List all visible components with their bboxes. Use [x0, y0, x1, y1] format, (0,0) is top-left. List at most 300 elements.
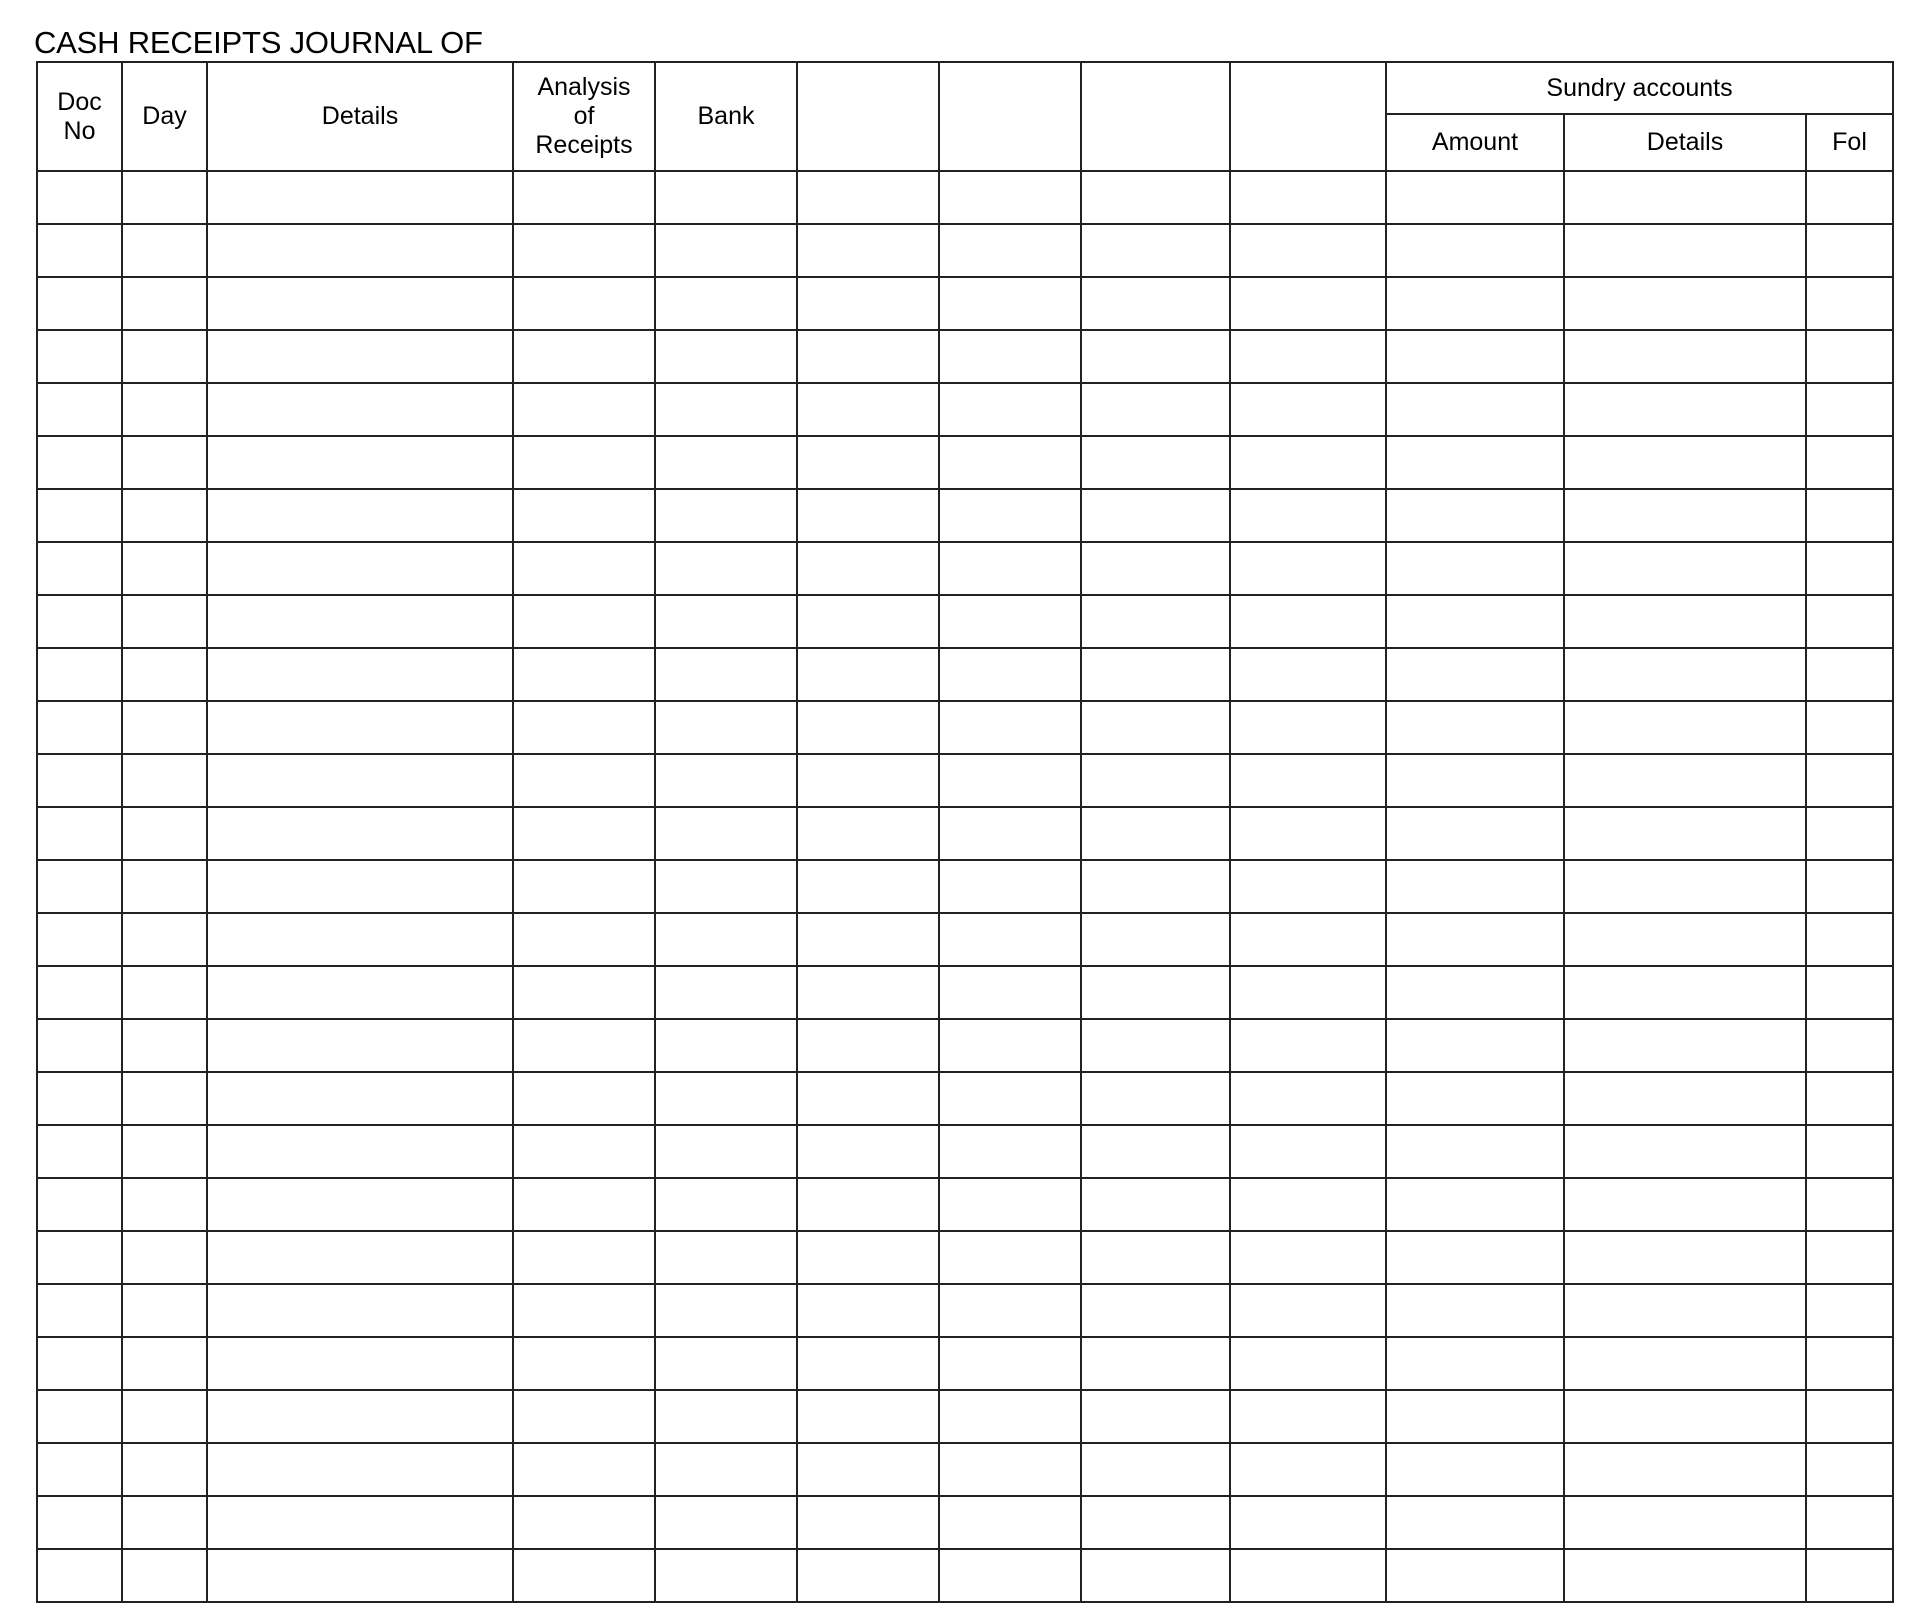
cell-sundry-fol[interactable] [1806, 171, 1893, 224]
cell-day[interactable] [122, 224, 207, 277]
cell-sundry-fol[interactable] [1806, 754, 1893, 807]
cell-blank-2[interactable] [939, 1549, 1081, 1602]
cell-blank-4[interactable] [1230, 1549, 1386, 1602]
cell-blank-4[interactable] [1230, 913, 1386, 966]
cell-details[interactable] [207, 1496, 513, 1549]
cell-sundry-fol[interactable] [1806, 701, 1893, 754]
cell-details[interactable] [207, 436, 513, 489]
cell-details[interactable] [207, 277, 513, 330]
cell-blank-3[interactable] [1081, 1178, 1230, 1231]
cell-sundry-fol[interactable] [1806, 383, 1893, 436]
cell-bank[interactable] [655, 171, 797, 224]
cell-doc-no[interactable] [37, 224, 122, 277]
cell-details[interactable] [207, 648, 513, 701]
cell-doc-no[interactable] [37, 171, 122, 224]
cell-analysis[interactable] [513, 1231, 655, 1284]
cell-details[interactable] [207, 1549, 513, 1602]
cell-sundry-amount[interactable] [1386, 1019, 1564, 1072]
cell-sundry-details[interactable] [1564, 1125, 1806, 1178]
cell-sundry-fol[interactable] [1806, 330, 1893, 383]
cell-blank-1[interactable] [797, 436, 939, 489]
cell-sundry-fol[interactable] [1806, 807, 1893, 860]
cell-blank-1[interactable] [797, 913, 939, 966]
cell-blank-2[interactable] [939, 171, 1081, 224]
cell-blank-2[interactable] [939, 1337, 1081, 1390]
cell-doc-no[interactable] [37, 1390, 122, 1443]
cell-bank[interactable] [655, 595, 797, 648]
cell-bank[interactable] [655, 1019, 797, 1072]
cell-blank-2[interactable] [939, 224, 1081, 277]
cell-sundry-amount[interactable] [1386, 171, 1564, 224]
cell-sundry-details[interactable] [1564, 224, 1806, 277]
cell-sundry-amount[interactable] [1386, 489, 1564, 542]
cell-analysis[interactable] [513, 1443, 655, 1496]
cell-day[interactable] [122, 436, 207, 489]
cell-day[interactable] [122, 171, 207, 224]
cell-blank-3[interactable] [1081, 1072, 1230, 1125]
cell-blank-4[interactable] [1230, 1496, 1386, 1549]
cell-blank-1[interactable] [797, 383, 939, 436]
cell-sundry-amount[interactable] [1386, 542, 1564, 595]
cell-blank-3[interactable] [1081, 913, 1230, 966]
cell-sundry-details[interactable] [1564, 1496, 1806, 1549]
cell-blank-3[interactable] [1081, 807, 1230, 860]
cell-blank-3[interactable] [1081, 1019, 1230, 1072]
cell-analysis[interactable] [513, 224, 655, 277]
cell-sundry-details[interactable] [1564, 171, 1806, 224]
cell-sundry-amount[interactable] [1386, 595, 1564, 648]
cell-details[interactable] [207, 171, 513, 224]
cell-details[interactable] [207, 807, 513, 860]
cell-blank-4[interactable] [1230, 1337, 1386, 1390]
cell-analysis[interactable] [513, 277, 655, 330]
cell-details[interactable] [207, 754, 513, 807]
cell-sundry-details[interactable] [1564, 1178, 1806, 1231]
cell-doc-no[interactable] [37, 542, 122, 595]
cell-day[interactable] [122, 1178, 207, 1231]
cell-blank-4[interactable] [1230, 489, 1386, 542]
cell-bank[interactable] [655, 1549, 797, 1602]
cell-blank-3[interactable] [1081, 1549, 1230, 1602]
cell-sundry-amount[interactable] [1386, 1072, 1564, 1125]
cell-bank[interactable] [655, 489, 797, 542]
cell-sundry-amount[interactable] [1386, 860, 1564, 913]
cell-day[interactable] [122, 595, 207, 648]
cell-doc-no[interactable] [37, 754, 122, 807]
cell-blank-2[interactable] [939, 1019, 1081, 1072]
cell-sundry-fol[interactable] [1806, 1337, 1893, 1390]
cell-blank-4[interactable] [1230, 754, 1386, 807]
cell-sundry-amount[interactable] [1386, 224, 1564, 277]
cell-blank-3[interactable] [1081, 224, 1230, 277]
cell-blank-2[interactable] [939, 1072, 1081, 1125]
cell-sundry-amount[interactable] [1386, 1231, 1564, 1284]
cell-sundry-fol[interactable] [1806, 542, 1893, 595]
cell-blank-2[interactable] [939, 701, 1081, 754]
cell-blank-3[interactable] [1081, 277, 1230, 330]
cell-sundry-details[interactable] [1564, 1390, 1806, 1443]
cell-bank[interactable] [655, 330, 797, 383]
cell-blank-2[interactable] [939, 754, 1081, 807]
cell-blank-4[interactable] [1230, 1390, 1386, 1443]
cell-blank-4[interactable] [1230, 1019, 1386, 1072]
cell-blank-1[interactable] [797, 754, 939, 807]
cell-blank-1[interactable] [797, 171, 939, 224]
cell-blank-4[interactable] [1230, 1072, 1386, 1125]
cell-sundry-fol[interactable] [1806, 1019, 1893, 1072]
cell-bank[interactable] [655, 224, 797, 277]
cell-sundry-fol[interactable] [1806, 1549, 1893, 1602]
cell-bank[interactable] [655, 383, 797, 436]
cell-blank-2[interactable] [939, 1125, 1081, 1178]
cell-sundry-details[interactable] [1564, 489, 1806, 542]
cell-blank-3[interactable] [1081, 860, 1230, 913]
cell-sundry-details[interactable] [1564, 1019, 1806, 1072]
cell-day[interactable] [122, 277, 207, 330]
cell-blank-2[interactable] [939, 966, 1081, 1019]
cell-day[interactable] [122, 1549, 207, 1602]
cell-analysis[interactable] [513, 860, 655, 913]
cell-blank-1[interactable] [797, 489, 939, 542]
cell-doc-no[interactable] [37, 1496, 122, 1549]
cell-sundry-amount[interactable] [1386, 1443, 1564, 1496]
cell-analysis[interactable] [513, 807, 655, 860]
cell-blank-2[interactable] [939, 1443, 1081, 1496]
cell-details[interactable] [207, 1390, 513, 1443]
cell-blank-2[interactable] [939, 807, 1081, 860]
cell-blank-3[interactable] [1081, 330, 1230, 383]
cell-blank-2[interactable] [939, 1496, 1081, 1549]
cell-day[interactable] [122, 1390, 207, 1443]
cell-sundry-details[interactable] [1564, 860, 1806, 913]
cell-analysis[interactable] [513, 1019, 655, 1072]
cell-blank-4[interactable] [1230, 807, 1386, 860]
cell-details[interactable] [207, 595, 513, 648]
cell-blank-3[interactable] [1081, 436, 1230, 489]
cell-analysis[interactable] [513, 595, 655, 648]
cell-bank[interactable] [655, 1390, 797, 1443]
cell-blank-4[interactable] [1230, 1231, 1386, 1284]
cell-day[interactable] [122, 913, 207, 966]
cell-day[interactable] [122, 1125, 207, 1178]
cell-doc-no[interactable] [37, 595, 122, 648]
cell-sundry-amount[interactable] [1386, 807, 1564, 860]
cell-day[interactable] [122, 966, 207, 1019]
cell-doc-no[interactable] [37, 277, 122, 330]
cell-sundry-fol[interactable] [1806, 1072, 1893, 1125]
cell-sundry-details[interactable] [1564, 807, 1806, 860]
cell-analysis[interactable] [513, 701, 655, 754]
cell-sundry-fol[interactable] [1806, 1390, 1893, 1443]
cell-blank-1[interactable] [797, 1284, 939, 1337]
cell-blank-1[interactable] [797, 277, 939, 330]
cell-day[interactable] [122, 860, 207, 913]
cell-day[interactable] [122, 1443, 207, 1496]
cell-bank[interactable] [655, 1337, 797, 1390]
cell-details[interactable] [207, 1231, 513, 1284]
cell-analysis[interactable] [513, 489, 655, 542]
cell-doc-no[interactable] [37, 1337, 122, 1390]
cell-blank-1[interactable] [797, 1390, 939, 1443]
cell-sundry-amount[interactable] [1386, 1284, 1564, 1337]
cell-analysis[interactable] [513, 1337, 655, 1390]
cell-blank-1[interactable] [797, 1496, 939, 1549]
cell-sundry-details[interactable] [1564, 1337, 1806, 1390]
cell-details[interactable] [207, 1072, 513, 1125]
cell-sundry-amount[interactable] [1386, 330, 1564, 383]
cell-details[interactable] [207, 1443, 513, 1496]
cell-doc-no[interactable] [37, 1072, 122, 1125]
cell-analysis[interactable] [513, 1125, 655, 1178]
cell-details[interactable] [207, 701, 513, 754]
cell-sundry-details[interactable] [1564, 1443, 1806, 1496]
cell-analysis[interactable] [513, 648, 655, 701]
cell-blank-4[interactable] [1230, 648, 1386, 701]
cell-blank-2[interactable] [939, 383, 1081, 436]
cell-blank-4[interactable] [1230, 1178, 1386, 1231]
cell-doc-no[interactable] [37, 383, 122, 436]
cell-details[interactable] [207, 330, 513, 383]
cell-sundry-details[interactable] [1564, 1072, 1806, 1125]
cell-blank-3[interactable] [1081, 1284, 1230, 1337]
cell-analysis[interactable] [513, 383, 655, 436]
cell-blank-4[interactable] [1230, 436, 1386, 489]
cell-blank-3[interactable] [1081, 1337, 1230, 1390]
cell-sundry-details[interactable] [1564, 436, 1806, 489]
cell-bank[interactable] [655, 966, 797, 1019]
cell-blank-4[interactable] [1230, 1284, 1386, 1337]
cell-blank-1[interactable] [797, 1019, 939, 1072]
cell-sundry-amount[interactable] [1386, 1337, 1564, 1390]
cell-day[interactable] [122, 648, 207, 701]
cell-analysis[interactable] [513, 1549, 655, 1602]
cell-analysis[interactable] [513, 754, 655, 807]
cell-blank-4[interactable] [1230, 595, 1386, 648]
cell-day[interactable] [122, 489, 207, 542]
cell-analysis[interactable] [513, 436, 655, 489]
cell-sundry-details[interactable] [1564, 754, 1806, 807]
cell-doc-no[interactable] [37, 701, 122, 754]
cell-blank-2[interactable] [939, 913, 1081, 966]
cell-analysis[interactable] [513, 1496, 655, 1549]
cell-blank-1[interactable] [797, 701, 939, 754]
cell-doc-no[interactable] [37, 1284, 122, 1337]
cell-analysis[interactable] [513, 1284, 655, 1337]
cell-sundry-amount[interactable] [1386, 648, 1564, 701]
cell-blank-2[interactable] [939, 436, 1081, 489]
cell-day[interactable] [122, 1072, 207, 1125]
cell-sundry-fol[interactable] [1806, 648, 1893, 701]
cell-blank-1[interactable] [797, 1072, 939, 1125]
cell-sundry-amount[interactable] [1386, 754, 1564, 807]
cell-day[interactable] [122, 330, 207, 383]
cell-sundry-fol[interactable] [1806, 1178, 1893, 1231]
cell-bank[interactable] [655, 1284, 797, 1337]
cell-bank[interactable] [655, 807, 797, 860]
cell-doc-no[interactable] [37, 489, 122, 542]
cell-details[interactable] [207, 1125, 513, 1178]
cell-blank-2[interactable] [939, 1178, 1081, 1231]
cell-blank-1[interactable] [797, 1443, 939, 1496]
cell-blank-1[interactable] [797, 860, 939, 913]
cell-blank-4[interactable] [1230, 383, 1386, 436]
cell-blank-3[interactable] [1081, 1443, 1230, 1496]
cell-bank[interactable] [655, 701, 797, 754]
cell-blank-3[interactable] [1081, 1390, 1230, 1443]
cell-bank[interactable] [655, 1125, 797, 1178]
cell-blank-3[interactable] [1081, 595, 1230, 648]
cell-details[interactable] [207, 383, 513, 436]
cell-day[interactable] [122, 701, 207, 754]
cell-sundry-amount[interactable] [1386, 1178, 1564, 1231]
cell-details[interactable] [207, 542, 513, 595]
cell-day[interactable] [122, 1337, 207, 1390]
cell-sundry-details[interactable] [1564, 277, 1806, 330]
cell-blank-1[interactable] [797, 1337, 939, 1390]
cell-blank-4[interactable] [1230, 1125, 1386, 1178]
cell-details[interactable] [207, 1337, 513, 1390]
cell-sundry-fol[interactable] [1806, 1496, 1893, 1549]
cell-sundry-details[interactable] [1564, 966, 1806, 1019]
cell-sundry-fol[interactable] [1806, 1443, 1893, 1496]
cell-blank-3[interactable] [1081, 171, 1230, 224]
cell-details[interactable] [207, 913, 513, 966]
cell-doc-no[interactable] [37, 1125, 122, 1178]
cell-blank-4[interactable] [1230, 860, 1386, 913]
cell-sundry-amount[interactable] [1386, 1549, 1564, 1602]
cell-sundry-details[interactable] [1564, 542, 1806, 595]
cell-sundry-details[interactable] [1564, 383, 1806, 436]
cell-bank[interactable] [655, 542, 797, 595]
cell-doc-no[interactable] [37, 1443, 122, 1496]
cell-blank-1[interactable] [797, 1231, 939, 1284]
cell-blank-4[interactable] [1230, 542, 1386, 595]
cell-blank-2[interactable] [939, 860, 1081, 913]
cell-blank-3[interactable] [1081, 754, 1230, 807]
cell-details[interactable] [207, 489, 513, 542]
cell-blank-1[interactable] [797, 330, 939, 383]
cell-sundry-details[interactable] [1564, 330, 1806, 383]
cell-sundry-fol[interactable] [1806, 1284, 1893, 1337]
cell-sundry-fol[interactable] [1806, 1231, 1893, 1284]
cell-sundry-details[interactable] [1564, 701, 1806, 754]
cell-blank-4[interactable] [1230, 277, 1386, 330]
cell-sundry-details[interactable] [1564, 648, 1806, 701]
cell-sundry-amount[interactable] [1386, 1496, 1564, 1549]
cell-bank[interactable] [655, 754, 797, 807]
cell-doc-no[interactable] [37, 913, 122, 966]
cell-sundry-fol[interactable] [1806, 913, 1893, 966]
cell-sundry-amount[interactable] [1386, 966, 1564, 1019]
cell-blank-2[interactable] [939, 1284, 1081, 1337]
cell-blank-1[interactable] [797, 542, 939, 595]
cell-blank-2[interactable] [939, 595, 1081, 648]
cell-sundry-amount[interactable] [1386, 436, 1564, 489]
cell-blank-4[interactable] [1230, 1443, 1386, 1496]
cell-details[interactable] [207, 224, 513, 277]
cell-doc-no[interactable] [37, 330, 122, 383]
cell-bank[interactable] [655, 913, 797, 966]
cell-blank-1[interactable] [797, 648, 939, 701]
cell-blank-2[interactable] [939, 542, 1081, 595]
cell-sundry-details[interactable] [1564, 595, 1806, 648]
cell-analysis[interactable] [513, 171, 655, 224]
cell-blank-1[interactable] [797, 1549, 939, 1602]
cell-blank-3[interactable] [1081, 542, 1230, 595]
cell-blank-1[interactable] [797, 1178, 939, 1231]
cell-blank-3[interactable] [1081, 966, 1230, 1019]
cell-doc-no[interactable] [37, 436, 122, 489]
cell-blank-1[interactable] [797, 966, 939, 1019]
cell-sundry-amount[interactable] [1386, 701, 1564, 754]
cell-bank[interactable] [655, 1231, 797, 1284]
cell-blank-1[interactable] [797, 807, 939, 860]
cell-doc-no[interactable] [37, 860, 122, 913]
cell-day[interactable] [122, 1496, 207, 1549]
cell-bank[interactable] [655, 860, 797, 913]
cell-sundry-amount[interactable] [1386, 913, 1564, 966]
cell-blank-2[interactable] [939, 489, 1081, 542]
cell-blank-4[interactable] [1230, 224, 1386, 277]
cell-sundry-amount[interactable] [1386, 277, 1564, 330]
cell-sundry-fol[interactable] [1806, 489, 1893, 542]
cell-bank[interactable] [655, 1443, 797, 1496]
cell-day[interactable] [122, 1019, 207, 1072]
cell-blank-4[interactable] [1230, 701, 1386, 754]
cell-bank[interactable] [655, 1496, 797, 1549]
cell-blank-3[interactable] [1081, 489, 1230, 542]
cell-blank-3[interactable] [1081, 1496, 1230, 1549]
cell-bank[interactable] [655, 277, 797, 330]
cell-analysis[interactable] [513, 542, 655, 595]
cell-doc-no[interactable] [37, 1178, 122, 1231]
cell-analysis[interactable] [513, 913, 655, 966]
cell-blank-2[interactable] [939, 1390, 1081, 1443]
cell-bank[interactable] [655, 436, 797, 489]
cell-doc-no[interactable] [37, 1549, 122, 1602]
cell-day[interactable] [122, 1231, 207, 1284]
cell-analysis[interactable] [513, 330, 655, 383]
cell-sundry-fol[interactable] [1806, 224, 1893, 277]
cell-day[interactable] [122, 542, 207, 595]
cell-sundry-fol[interactable] [1806, 860, 1893, 913]
cell-analysis[interactable] [513, 1390, 655, 1443]
cell-blank-4[interactable] [1230, 330, 1386, 383]
cell-doc-no[interactable] [37, 966, 122, 1019]
cell-day[interactable] [122, 807, 207, 860]
cell-blank-2[interactable] [939, 648, 1081, 701]
cell-blank-1[interactable] [797, 224, 939, 277]
cell-bank[interactable] [655, 1178, 797, 1231]
cell-details[interactable] [207, 860, 513, 913]
cell-sundry-fol[interactable] [1806, 1125, 1893, 1178]
cell-sundry-fol[interactable] [1806, 436, 1893, 489]
cell-day[interactable] [122, 754, 207, 807]
cell-blank-3[interactable] [1081, 648, 1230, 701]
cell-sundry-amount[interactable] [1386, 383, 1564, 436]
cell-sundry-details[interactable] [1564, 1549, 1806, 1602]
cell-blank-2[interactable] [939, 330, 1081, 383]
cell-doc-no[interactable] [37, 648, 122, 701]
cell-doc-no[interactable] [37, 807, 122, 860]
cell-blank-3[interactable] [1081, 1125, 1230, 1178]
cell-bank[interactable] [655, 648, 797, 701]
cell-doc-no[interactable] [37, 1231, 122, 1284]
cell-sundry-fol[interactable] [1806, 966, 1893, 1019]
cell-blank-3[interactable] [1081, 1231, 1230, 1284]
cell-blank-1[interactable] [797, 595, 939, 648]
cell-sundry-amount[interactable] [1386, 1125, 1564, 1178]
